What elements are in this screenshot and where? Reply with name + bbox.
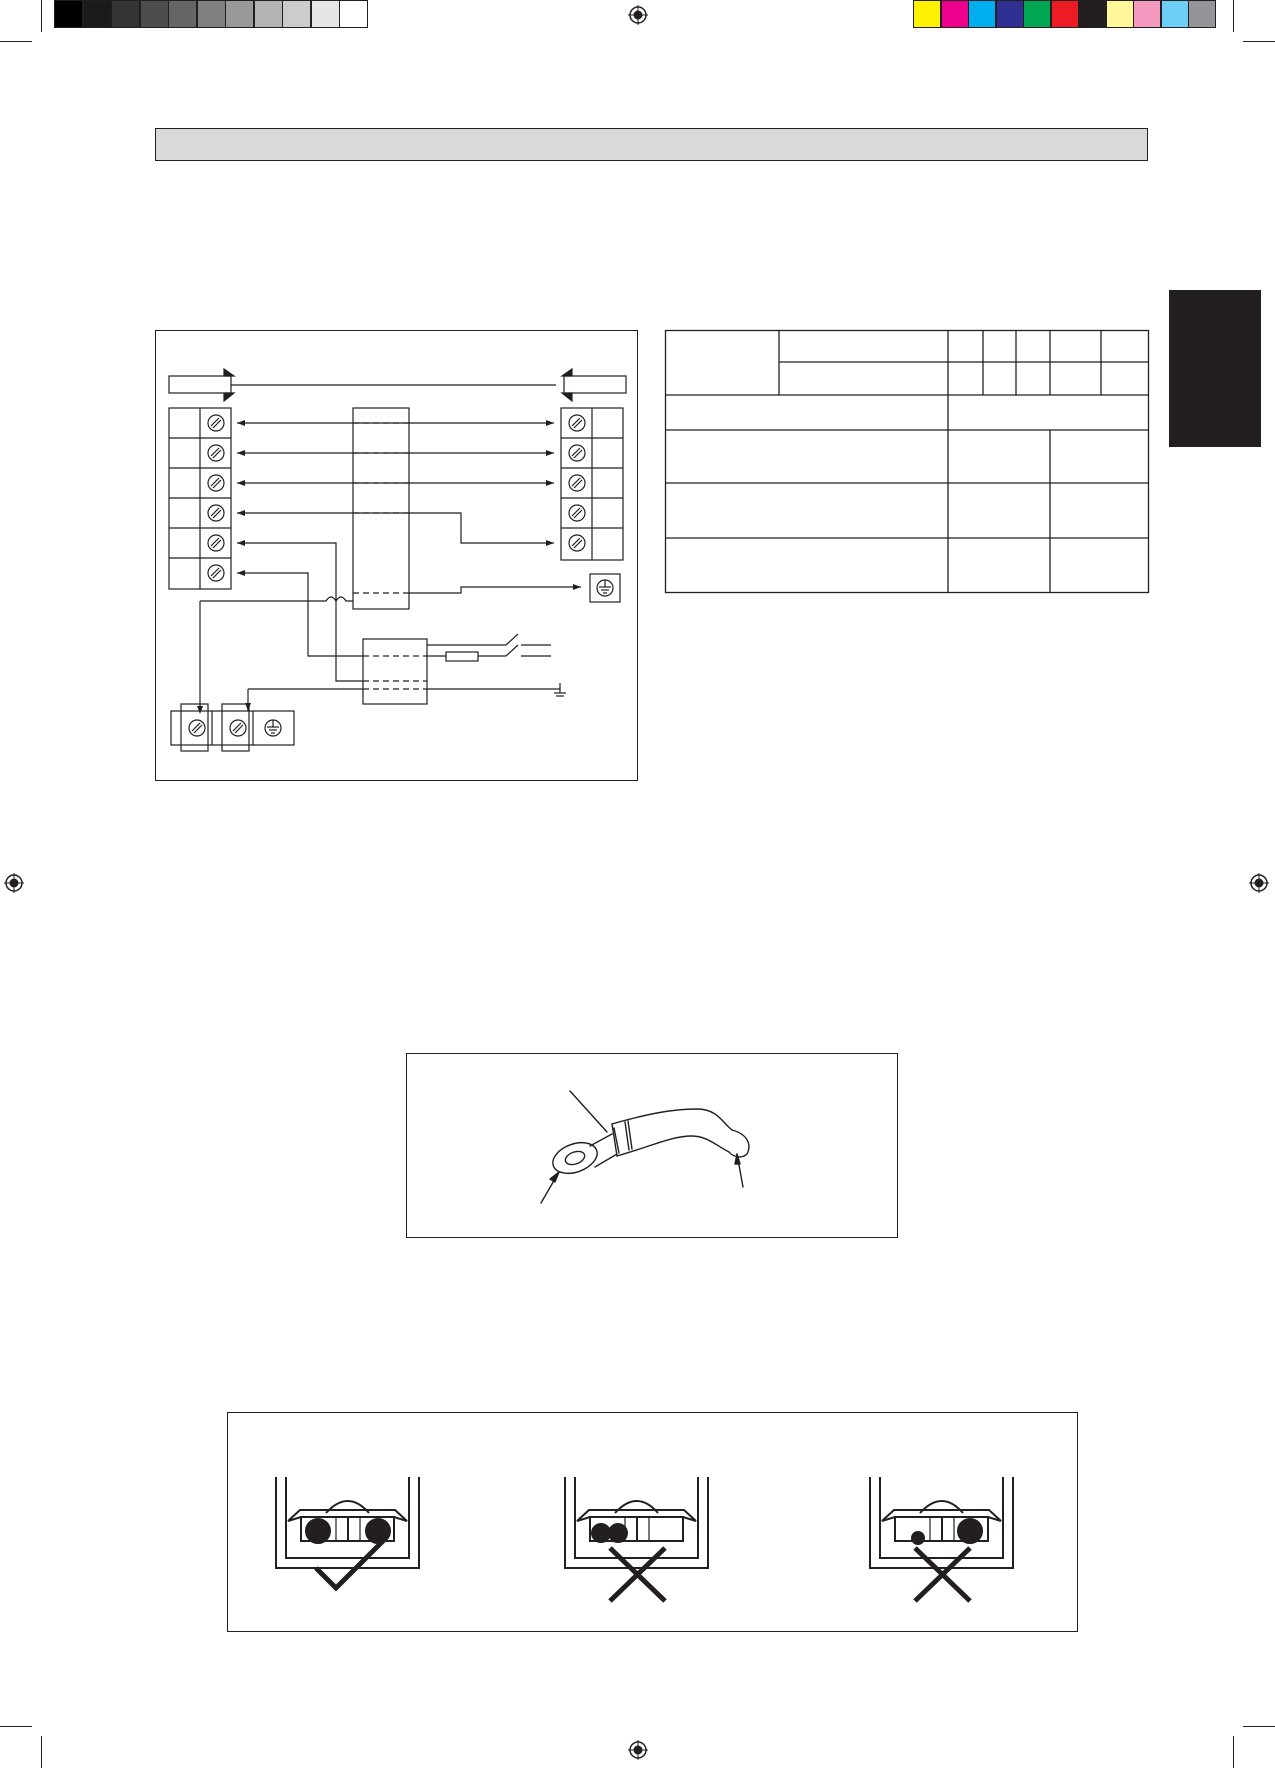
gray-swatch bbox=[254, 0, 283, 28]
crop-mark bbox=[41, 1736, 42, 1768]
terminal-example-incorrect bbox=[565, 1477, 708, 1601]
ring-terminal-figure bbox=[406, 1053, 898, 1238]
wire-core bbox=[912, 1532, 924, 1544]
crop-mark bbox=[0, 1726, 32, 1727]
gray-swatch bbox=[225, 0, 254, 28]
gray-swatch bbox=[282, 0, 311, 28]
ring-terminal-illustration bbox=[407, 1054, 899, 1239]
crop-mark bbox=[0, 41, 32, 42]
screw-terminal-icon bbox=[208, 565, 224, 581]
screw-terminal-icon bbox=[569, 505, 585, 521]
screw-terminal-icon bbox=[189, 720, 205, 736]
color-swatch bbox=[1161, 0, 1189, 28]
gray-swatch bbox=[83, 0, 112, 28]
wire-spec-table-grid bbox=[665, 330, 1149, 593]
color-swatch bbox=[1133, 0, 1161, 28]
crop-mark bbox=[1233, 0, 1234, 32]
registration-mark-right-icon bbox=[1249, 873, 1269, 893]
color-swatch bbox=[1023, 0, 1051, 28]
color-swatch bbox=[941, 0, 969, 28]
wire-core bbox=[958, 1519, 982, 1543]
terminal-example-correct bbox=[276, 1477, 419, 1588]
crop-mark bbox=[1243, 1726, 1275, 1727]
gray-swatch bbox=[311, 0, 340, 28]
gray-swatch bbox=[140, 0, 169, 28]
screw-terminal-icon bbox=[208, 505, 224, 521]
wiring-diagram-figure bbox=[155, 330, 638, 781]
gray-swatch bbox=[54, 0, 83, 28]
wire-core bbox=[592, 1524, 610, 1542]
section-header-bar bbox=[155, 128, 1148, 161]
side-tab bbox=[1169, 290, 1261, 447]
screw-terminal-icon bbox=[230, 720, 246, 736]
registration-mark-left-icon bbox=[4, 873, 24, 893]
gray-swatch bbox=[168, 0, 197, 28]
crop-mark bbox=[1233, 1736, 1234, 1768]
cross-icon bbox=[915, 1548, 970, 1601]
color-swatch bbox=[1078, 0, 1106, 28]
gray-swatch bbox=[111, 0, 140, 28]
screw-terminal-icon bbox=[208, 475, 224, 491]
crop-mark bbox=[1243, 41, 1275, 42]
registration-mark-top-icon bbox=[628, 5, 648, 25]
color-swatch bbox=[913, 0, 941, 28]
screw-terminal-icon bbox=[569, 415, 585, 431]
wiring-diagram bbox=[156, 331, 639, 782]
wire-spec-table bbox=[665, 330, 1149, 593]
registration-mark-bottom-icon bbox=[628, 1740, 648, 1760]
gray-swatch bbox=[339, 0, 368, 28]
check-icon bbox=[316, 1538, 386, 1588]
color-swatch bbox=[1188, 0, 1216, 28]
color-swatch bbox=[1051, 0, 1079, 28]
cross-icon bbox=[610, 1548, 665, 1601]
screw-terminal-icon bbox=[208, 415, 224, 431]
screw-terminal-icon bbox=[569, 475, 585, 491]
screw-terminal-icon bbox=[569, 445, 585, 461]
color-swatch bbox=[1106, 0, 1134, 28]
wire-core bbox=[306, 1519, 330, 1543]
screw-terminal-icon bbox=[208, 535, 224, 551]
terminal-connection-examples bbox=[228, 1413, 1079, 1633]
terminal-example-incorrect bbox=[870, 1477, 1013, 1601]
wire-core bbox=[609, 1524, 627, 1542]
terminal-connection-figure bbox=[227, 1412, 1078, 1632]
color-swatch bbox=[996, 0, 1024, 28]
color-swatch bbox=[968, 0, 996, 28]
crop-mark bbox=[41, 0, 42, 32]
gray-swatch bbox=[197, 0, 226, 28]
screw-terminal-icon bbox=[569, 535, 585, 551]
screw-terminal-icon bbox=[208, 445, 224, 461]
